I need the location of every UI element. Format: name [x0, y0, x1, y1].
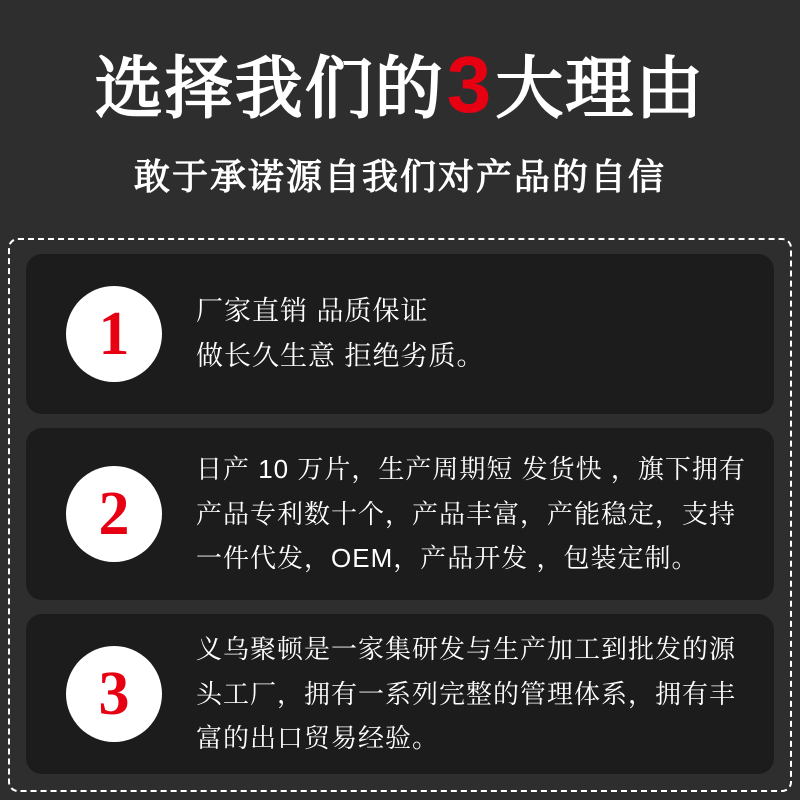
reason-badge-2: 2 [66, 466, 162, 562]
reason-badge-1: 1 [66, 286, 162, 382]
reason-badge-3: 3 [66, 646, 162, 742]
reason-line: 厂家直销 品质保证 [196, 296, 429, 327]
page-title-number: 3 [446, 39, 494, 129]
reason-text-3 [196, 627, 736, 761]
page-subtitle: 敢于承诺源自我们对产品的自信 [133, 155, 666, 197]
reason-text-2 [196, 447, 746, 581]
reason-line: 义乌聚顿是一家集研发与生产加工到批发的源 [196, 633, 737, 664]
reason-item-3 [26, 614, 774, 774]
reason-line: 日产 10 万片，生产周期短 发货快 ，旗下拥有 [196, 453, 746, 484]
page-title-part2: 大理由 [495, 50, 706, 127]
reason-line: 做长久生意 拒绝劣质。 [196, 341, 485, 371]
page-title [94, 39, 706, 129]
reason-line: 富的出口贸易经验。 [196, 723, 440, 754]
reason-line: 头工厂，拥有一系列完整的管理体系，拥有丰 [196, 678, 737, 709]
page-title-part1: 选择我们的 [94, 50, 445, 127]
reason-text-1 [196, 289, 485, 378]
page-header [0, 0, 800, 232]
reason-line: 一件代发，OEM，产品开发 ，包装定制。 [196, 543, 699, 574]
reason-line: 产品专利数十个，产品丰富，产能稳定，支持 [196, 498, 737, 529]
reasons-panel [8, 238, 792, 792]
reason-item-2 [26, 428, 774, 600]
reason-item-1 [26, 254, 774, 414]
